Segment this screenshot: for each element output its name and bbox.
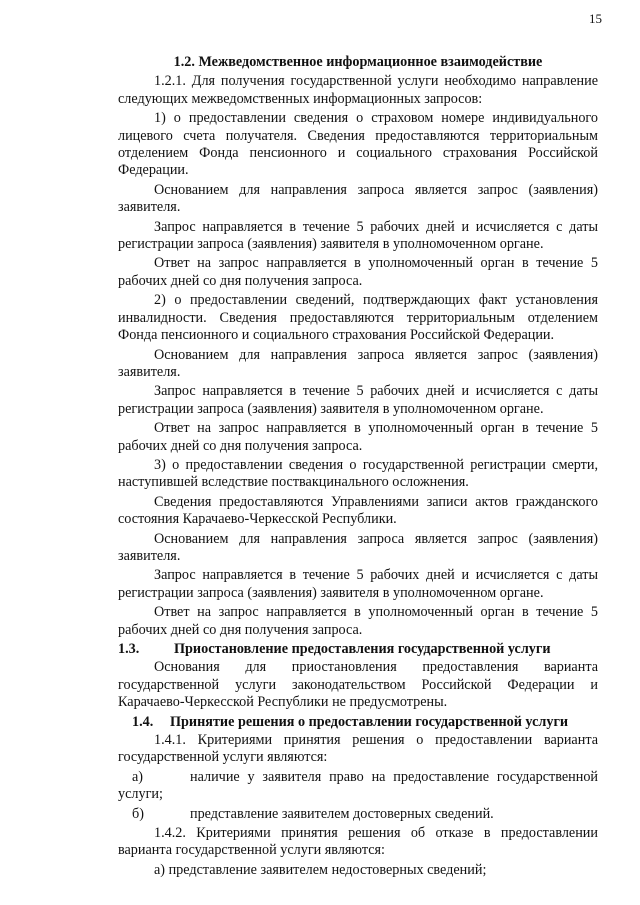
list-item-a-text: наличие у заявителя право на предоставление государственной услуги; [118, 768, 598, 803]
document-body [118, 54, 598, 881]
paragraph-response-1: Ответ на запрос направляется в уполномоченный орган в течение 5 рабочих дней со дня получения запроса. [118, 255, 598, 289]
section-heading-1-2: 1.2. Межведомственное информационное взаимодействие [173, 54, 543, 70]
paragraph-1-4-2-a: а) представление заявителем недостоверных сведений; [154, 861, 487, 878]
paragraph-1-4-2: 1.4.2. Критериями принятия решения об отказе в предоставлении варианта государственной услуги являются: [118, 825, 598, 859]
paragraph-response-2: Ответ на запрос направляется в уполномоченный орган в течение 5 рабочих дней со дня получения запроса. [118, 420, 598, 454]
paragraph-request-2: 2) о предоставлении сведений, подтверждающих факт установления инвалидности. Сведения предоставляются территориальным отделением Фонда пенсионного и социального страхования Российской Федерации. [118, 292, 598, 344]
list-item-a [118, 769, 598, 804]
list-item-a-label: а) [132, 768, 144, 785]
paragraph-timing-3: Запрос направляется в течение 5 рабочих дней и исчисляется с даты регистрации запроса (заявления) заявителя в уполномоченном органе. [118, 567, 598, 601]
paragraph-timing-1: Запрос направляется в течение 5 рабочих дней и исчисляется с даты регистрации запроса (заявления) заявителя в уполномоченном органе. [118, 218, 598, 253]
paragraph-basis-1: Основанием для направления запроса является запрос (заявления) заявителя. [118, 181, 598, 216]
paragraph-request-3: 3) о предоставлении сведения о государственной регистрации смерти, наступившей вследствие поствакцинального осложнения. [118, 456, 598, 491]
section-title-1-3: Приостановление предоставления государственной услуги [174, 641, 551, 657]
paragraph-basis-3: Основанием для направления запроса является запрос (заявления) заявителя. [118, 530, 598, 564]
section-title-1-4: Принятие решения о предоставлении государственной услуги [170, 713, 569, 730]
paragraph-request-1: 1) о предоставлении сведения о страховом номере индивидуального лицевого счета получателя. Сведения предоставляются территориальным отделением Фонда пенсионного и социального страхования Российской Федерации. [118, 110, 598, 179]
list-item-b [118, 806, 598, 823]
section-number-1-4: 1.4. [132, 713, 154, 730]
section-number-1-3: 1.3. [118, 641, 140, 657]
paragraph-1-4-1: 1.4.1. Критериями принятия решения о предоставлении варианта государственной услуги являются: [118, 732, 598, 766]
paragraph-1-2-1: 1.2.1. Для получения государственной услуги необходимо направление следующих межведомственных информационных запросов: [118, 73, 598, 107]
paragraph-source-3: Сведения предоставляются Управлениями записи актов гражданского состояния Карачаево-Черкесской Республики. [118, 493, 598, 528]
paragraph-1-3-text: Основания для приостановления предоставления варианта государственной услуги законодательством Российской Федерации и Карачаево-Черкесской Республики не предусмотрены. [118, 659, 598, 711]
page-number: 15 [589, 11, 602, 26]
section-heading-1-4 [118, 714, 598, 731]
list-item-b-text: представление заявителем достоверных сведений. [190, 805, 494, 822]
paragraph-basis-2: Основанием для направления запроса является запрос (заявления) заявителя. [118, 346, 598, 380]
list-item-b-label: б) [132, 805, 144, 822]
paragraph-timing-2: Запрос направляется в течение 5 рабочих дней и исчисляется с даты регистрации запроса (заявления) заявителя в уполномоченном органе. [118, 383, 598, 417]
section-heading-1-3 [118, 641, 598, 658]
paragraph-response-3: Ответ на запрос направляется в уполномоченный орган в течение 5 рабочих дней со дня получения запроса. [118, 604, 598, 638]
